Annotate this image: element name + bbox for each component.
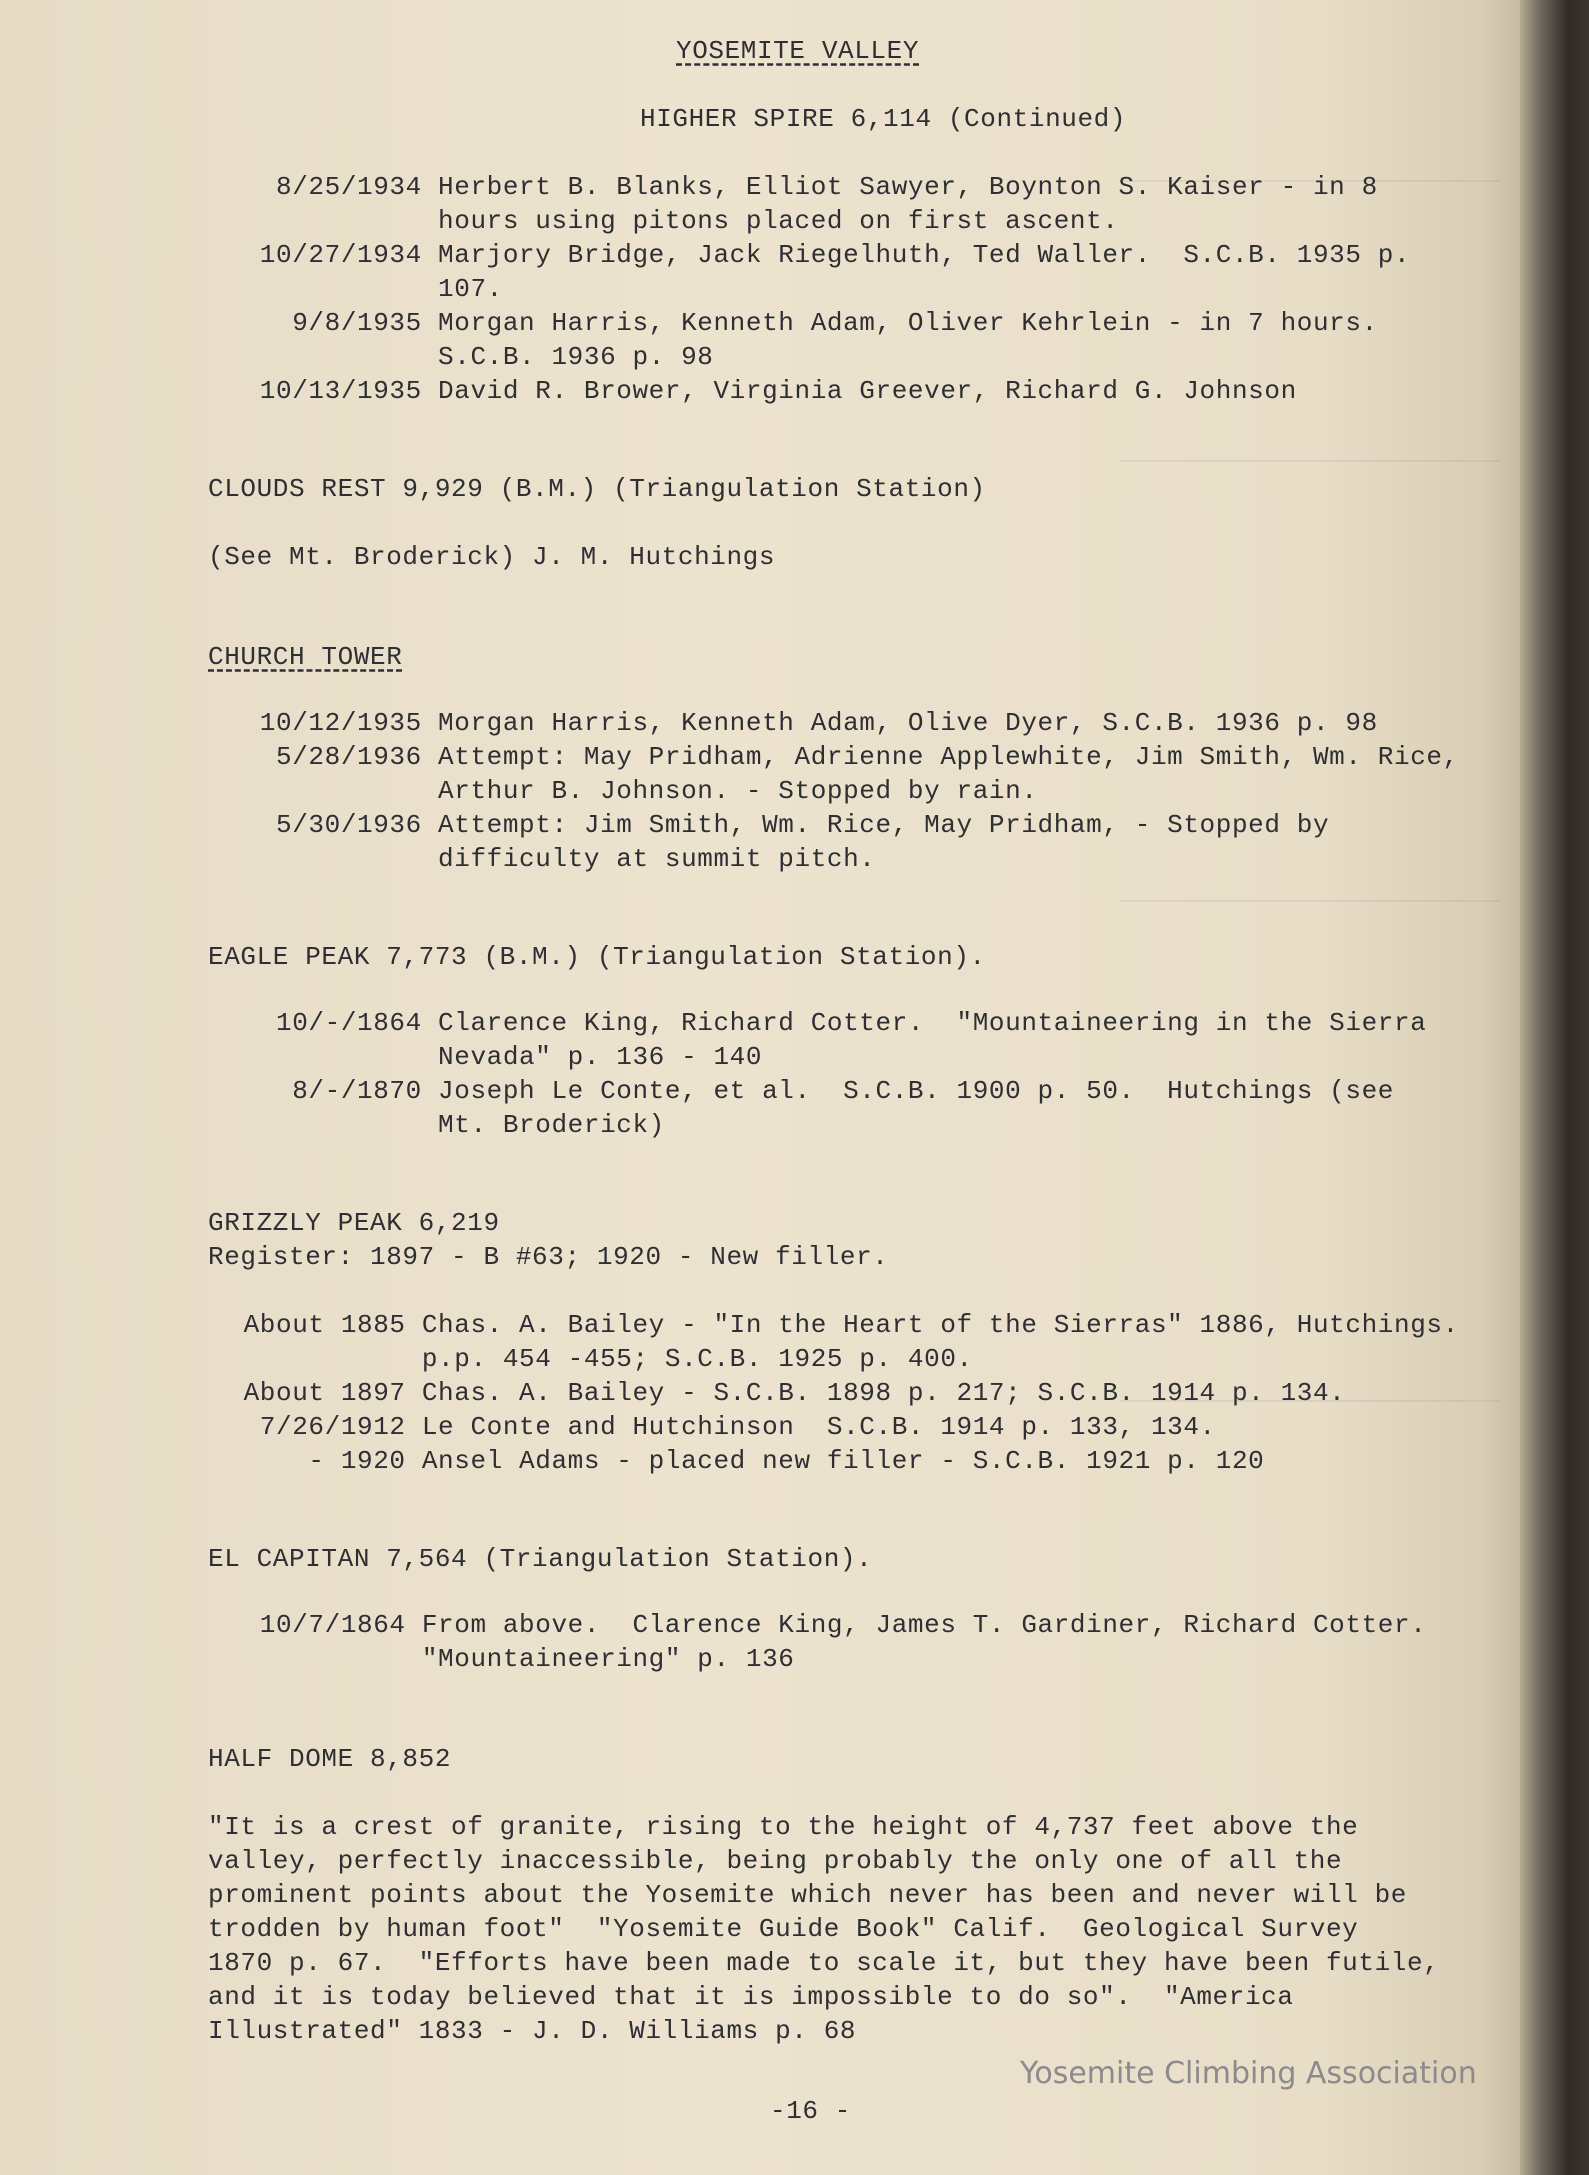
entry-line: 10/12/1935 Morgan Harris, Kenneth Adam, Olive Dyer, S.C.B. 1936 p. 98 [195,708,1378,738]
page-subtitle: HIGHER SPIRE 6,114 (Continued) [640,104,1127,134]
quote-line: valley, perfectly inaccessible, being probably the only one of all the [208,1846,1343,1876]
entry-line: 5/28/1936 Attempt: May Pridham, Adrienne Applewhite, Jim Smith, Wm. Rice, [195,742,1459,772]
quote-line: Illustrated" 1833 - J. D. Williams p. 68 [208,2016,857,2046]
entry-line: 10/-/1864 Clarence King, Richard Cotter. "Mountaineering in the Sierra [195,1008,1427,1038]
entry-line: 8/25/1934 Herbert B. Blanks, Elliot Sawyer, Boynton S. Kaiser - in 8 [195,172,1378,202]
quote-line: and it is today believed that it is impossible to do so". "America [208,1982,1294,2012]
entry-line: "Mountaineering" p. 136 [195,1644,795,1674]
section-heading: HALF DOME 8,852 [208,1744,452,1774]
section-heading: CHURCH TOWER [208,642,403,672]
entry-line: Register: 1897 - B #63; 1920 - New filler. [208,1242,889,1272]
entry-line: 10/7/1864 From above. Clarence King, James T. Gardiner, Richard Cotter. [195,1610,1427,1640]
quote-line: "It is a crest of granite, rising to the height of 4,737 feet above the [208,1812,1359,1842]
book-spine-edge [1520,0,1589,2175]
entry-line: About 1885 Chas. A. Bailey - "In the Heart of the Sierras" 1886, Hutchings. [195,1310,1459,1340]
section-heading: EAGLE PEAK 7,773 (B.M.) (Triangulation Station). [208,942,986,972]
entry-line: Mt. Broderick) [195,1110,665,1140]
page-title: YOSEMITE VALLEY [676,36,920,66]
section-heading: EL CAPITAN 7,564 (Triangulation Station). [208,1544,873,1574]
entry-line: 8/-/1870 Joseph Le Conte, et al. S.C.B. 1900 p. 50. Hutchings (see [195,1076,1394,1106]
quote-line: prominent points about the Yosemite which never has been and never will be [208,1880,1407,1910]
entry-line: 7/26/1912 Le Conte and Hutchinson S.C.B. 1914 p. 133, 134. [195,1412,1216,1442]
entry-line: (See Mt. Broderick) J. M. Hutchings [208,542,776,572]
entry-line: 5/30/1936 Attempt: Jim Smith, Wm. Rice, May Pridham, - Stopped by [195,810,1330,840]
entry-line: difficulty at summit pitch. [195,844,876,874]
entry-line: p.p. 454 -455; S.C.B. 1925 p. 400. [195,1344,973,1374]
section-heading: GRIZZLY PEAK 6,219 [208,1208,500,1238]
section-heading: CLOUDS REST 9,929 (B.M.) (Triangulation Station) [208,474,986,504]
watermark: Yosemite Climbing Association [1020,2056,1477,2091]
entry-line: 10/13/1935 David R. Brower, Virginia Greever, Richard G. Johnson [195,376,1297,406]
quote-line: trodden by human foot" "Yosemite Guide Book" Calif. Geological Survey [208,1914,1359,1944]
entry-line: Arthur B. Johnson. - Stopped by rain. [195,776,1038,806]
entry-line: hours using pitons placed on first ascent. [195,206,1119,236]
entry-line: 10/27/1934 Marjory Bridge, Jack Riegelhuth, Ted Waller. S.C.B. 1935 p. [195,240,1411,270]
entry-line: - 1920 Ansel Adams - placed new filler - S.C.B. 1921 p. 120 [195,1446,1265,1476]
entry-line: About 1897 Chas. A. Bailey - S.C.B. 1898 p. 217; S.C.B. 1914 p. 134. [195,1378,1346,1408]
page-number: -16 - [770,2096,852,2126]
entry-line: Nevada" p. 136 - 140 [195,1042,763,1072]
entry-line: S.C.B. 1936 p. 98 [195,342,714,372]
entry-line: 9/8/1935 Morgan Harris, Kenneth Adam, Oliver Kehrlein - in 7 hours. [195,308,1378,338]
quote-line: 1870 p. 67. "Efforts have been made to scale it, but they have been futile, [208,1948,1440,1978]
entry-line: 107. [195,274,503,304]
